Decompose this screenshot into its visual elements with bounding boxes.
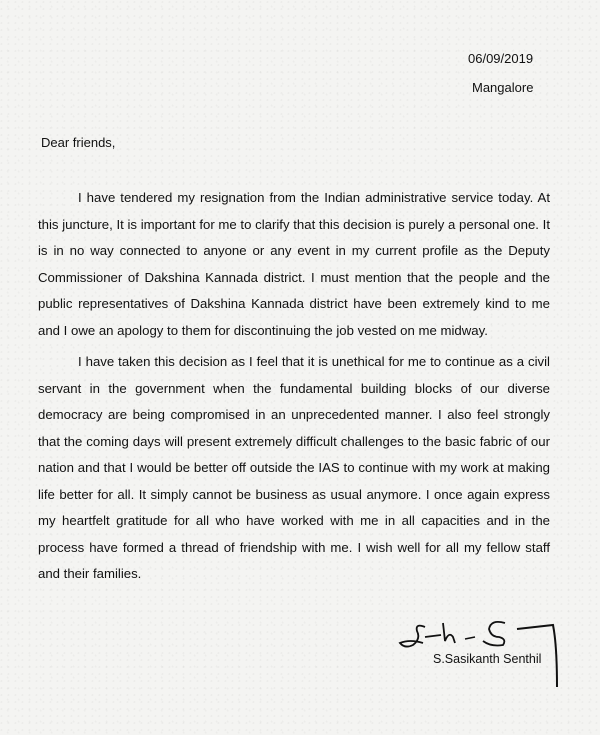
salutation: Dear friends, [41,135,116,150]
paragraph-2: I have taken this decision as I feel that it is unethical for me to continue as a civil servant in the government when the fundamental building blocks of our diverse democracy are being compromised in an unprecedented manner. I also feel strongly that the coming days will present extremely difficult challenges to the basic fabric of our nation and that I would be better off outside the IAS to continue with my work at making life better for all. It simply cannot be business as usual anymore. I once again express my heartfelt gratitude for all who have worked with me in all capacities and in the process have formed a thread of friendship with me. I wish well for all my fellow staff and their families. [38,354,550,581]
signer-name: S.Sasikanth Senthil [433,652,542,666]
letter-place: Mangalore [472,80,534,95]
letter-body [38,185,550,593]
letter-date: 06/09/2019 [468,51,534,66]
paragraph-1: I have tendered my resignation from the Indian administrative service today. At this juncture, It is important for me to clarify that this decision is purely a personal one. It is in no way connected to anyone or any event in my current profile as the Deputy Commissioner of Dakshina Kannada district. I must mention that the people and the public representatives of Dakshina Kannada district have been extremely kind to me and I owe an apology to them for discontinuing the job vested on me midway. [38,190,550,338]
